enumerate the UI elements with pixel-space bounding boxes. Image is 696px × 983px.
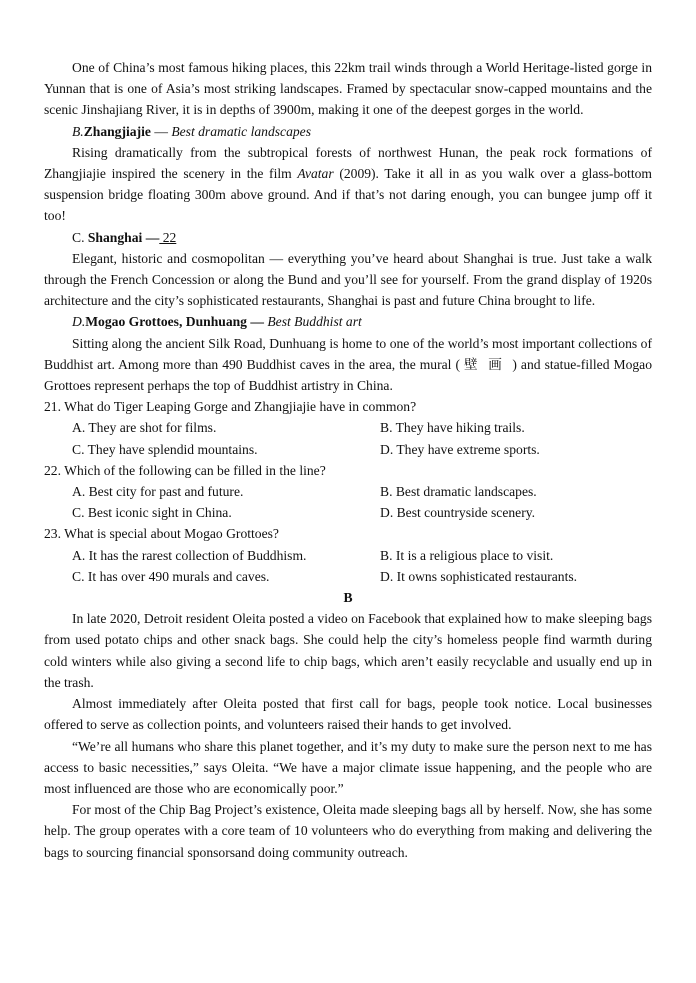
question-21-options bbox=[44, 417, 652, 459]
question-22-options bbox=[44, 481, 652, 523]
section-b-letter: B. bbox=[72, 123, 84, 139]
blank-22: 22 bbox=[159, 229, 177, 245]
section-d-paragraph: Sitting along the ancient Silk Road, Dunhuang is home to one of the world’s most important collections of Buddhist art. Among more than 490 Buddhist caves in the area, the mural ( 壁画) and statue-filled Mogao Grottoes represent perhaps the top of Buddhist artistry in China. bbox=[44, 335, 653, 394]
section-d-letter: D. bbox=[72, 314, 86, 330]
option-23-d[interactable]: D. It owns sophisticated restaurants. bbox=[380, 568, 578, 584]
option-22-d[interactable]: D. Best countryside scenery. bbox=[380, 505, 536, 521]
passage-b-paragraph-3: “We’re all humans who share this planet together, and it’s my duty to make sure the person next to me has access to basic necessities,” says Oleita. “We have a major climate issue happening, and the people who are most influenced are those who are economically poor.” bbox=[44, 738, 652, 796]
passage-b-paragraph-4: For most of the Chip Bag Project’s existence, Oleita made sleeping bags all by herself. Now, she has some help. The group operates with a core team of 10 volunteers who do everything from making and delivering the bags to sourcing financial sponsorsand doing community outreach. bbox=[44, 802, 652, 860]
section-b-subtitle: Best dramatic landscapes bbox=[171, 123, 312, 139]
section-c-heading bbox=[72, 227, 652, 248]
section-d-subtitle: Best Buddhist art bbox=[267, 314, 362, 330]
section-c-paragraph: Elegant, historic and cosmopolitan — everything you’ve heard about Shanghai is true. Just take a walk through the French Concession or along the Bund and you’ll see for yourself. From the grand display of 1920s architecture and the city’s sophisticated restaurants, Shanghai is past and future China brought to life. bbox=[44, 250, 652, 309]
option-23-a[interactable]: A. It has the rarest collection of Buddhism. bbox=[72, 547, 307, 563]
section-b-name: Zhangjiajie bbox=[83, 123, 151, 139]
option-23-b[interactable]: B. It is a religious place to visit. bbox=[380, 547, 554, 563]
section-b-paragraph: Rising dramatically from the subtropical forests of northwest Hunan, the peak rock formations of Zhangjiajie inspired the scenery in the film Avatar (2009). Take it all in as you walk over a glass-bottom suspension bridge floating 300m above ground. And if that’s not daring enough, you can bungee jump off it too! bbox=[44, 144, 652, 224]
option-22-a[interactable]: A. Best city for past and future. bbox=[72, 484, 244, 500]
passage-b-paragraph-1: In late 2020, Detroit resident Oleita posted a video on Facebook that explained how to make sleeping bags from used potato chips and other snack bags. She could help the city’s homeless people find warmth during cold winters while also giving a second life to chip bags, which aren’t easily recyclable and usually end up in the trash. bbox=[44, 611, 652, 690]
passage-a-paragraph-1: One of China’s most famous hiking places, this 22km trail winds through a World Heritage-listed gorge in Yunnan that is one of Asia’s most striking landscapes. Framed by spectacular snow-capped mountains and the scenic Jinshajiang River, it is in depths of 3900m, making it one of the deepest gorges in the world. bbox=[44, 60, 652, 118]
question-23-options bbox=[44, 545, 652, 587]
option-21-b[interactable]: B. They have hiking trails. bbox=[380, 420, 525, 436]
option-21-c[interactable]: C. They have splendid mountains. bbox=[72, 441, 258, 457]
option-21-d[interactable]: D. They have extreme sports. bbox=[380, 441, 540, 457]
option-21-a[interactable]: A. They are shot for films. bbox=[72, 420, 217, 436]
section-d-dash: — bbox=[246, 314, 268, 330]
document-page bbox=[44, 57, 652, 863]
passage-b-paragraph-2: Almost immediately after Oleita posted that first call for bags, people took notice. Local businesses offered to serve as collection points, and volunteers raised their hands to get involved. bbox=[44, 696, 652, 733]
option-23-c[interactable]: C. It has over 490 murals and caves. bbox=[72, 568, 270, 584]
question-21-stem: 21. What do Tiger Leaping Gorge and Zhangjiajie have in common? bbox=[44, 399, 417, 415]
section-b-heading bbox=[72, 121, 652, 142]
question-23-stem: 23. What is special about Mogao Grottoes? bbox=[44, 526, 279, 542]
chinese-term: 壁画 bbox=[464, 356, 513, 372]
section-c-letter: C. bbox=[72, 229, 85, 245]
section-c-name: Shanghai bbox=[87, 229, 143, 245]
option-22-c[interactable]: C. Best iconic sight in China. bbox=[72, 505, 232, 521]
question-22-stem: 22. Which of the following can be filled in the line? bbox=[44, 462, 326, 478]
option-22-b[interactable]: B. Best dramatic landscapes. bbox=[380, 484, 537, 500]
film-title: Avatar bbox=[297, 166, 334, 182]
section-d-name: Mogao Grottoes, Dunhuang bbox=[85, 314, 247, 330]
section-d-heading bbox=[72, 311, 652, 332]
section-b-dash: — bbox=[150, 123, 172, 139]
passage-b-title: B bbox=[343, 590, 353, 606]
section-c-dash: — bbox=[142, 229, 160, 245]
